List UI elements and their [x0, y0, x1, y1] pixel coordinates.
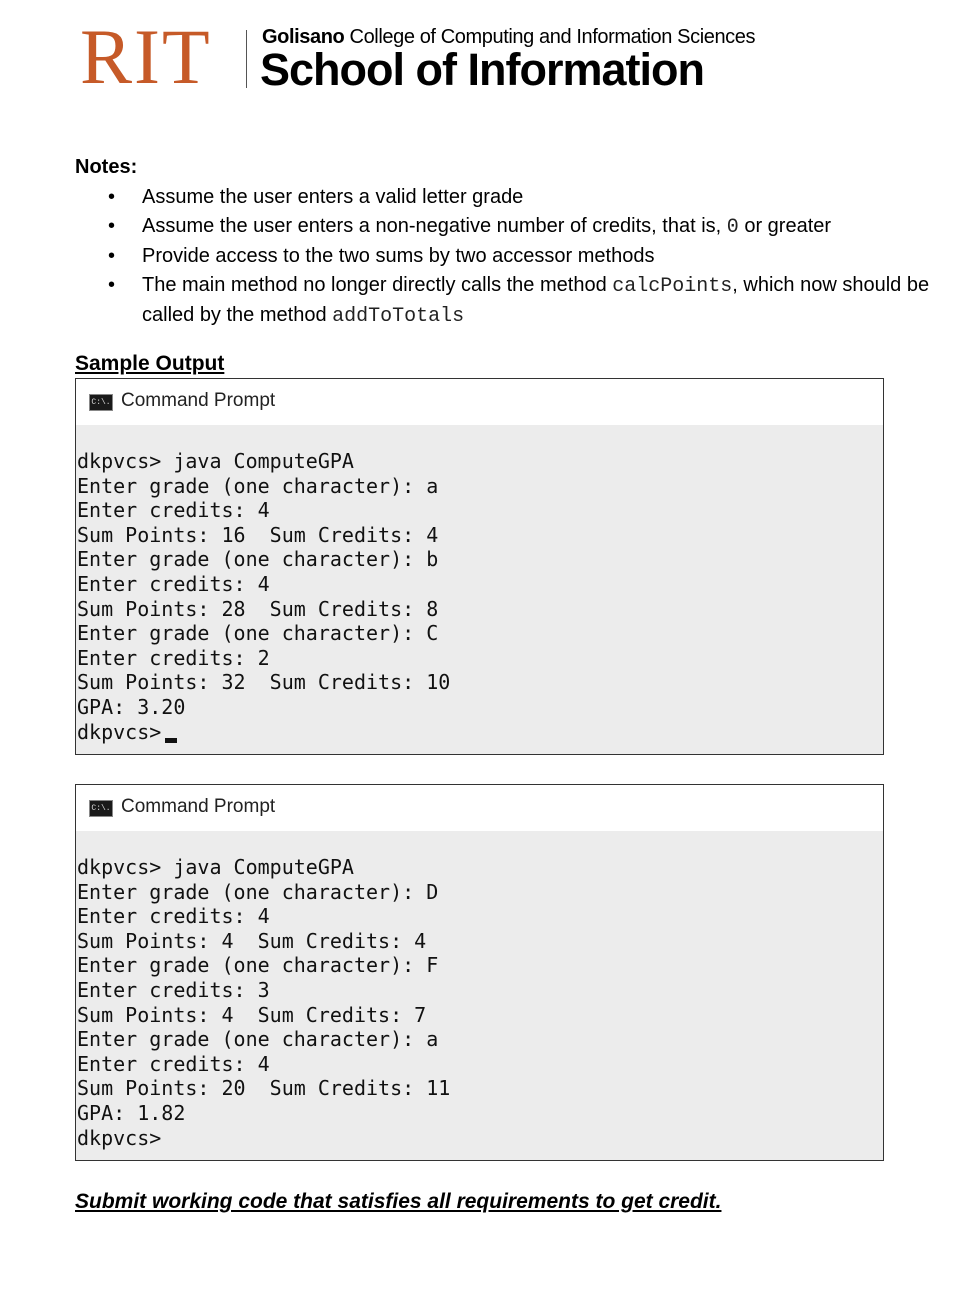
note-item — [75, 183, 955, 212]
console-output — [76, 831, 883, 1160]
header-divider — [246, 30, 247, 88]
sample-output-heading: Sample Output — [75, 352, 225, 375]
console-line: dkpvcs> java ComputeGPA — [77, 449, 354, 473]
console-prompt: dkpvcs> — [77, 1125, 162, 1150]
notes-list — [75, 183, 955, 331]
note-item — [75, 242, 955, 271]
console-line: Sum Points: 4 Sum Credits: 4 — [77, 928, 427, 953]
note-text: Assume the user enters a valid letter grade — [142, 186, 524, 208]
console-line: Enter credits: 3 — [77, 977, 270, 1002]
rit-logo: RIT — [80, 13, 212, 100]
code-addtototals: addToTotals — [332, 305, 465, 328]
college-name-bold: Golisano — [262, 26, 345, 48]
cursor-icon — [165, 738, 177, 743]
code-zero: 0 — [726, 216, 739, 239]
console-prompt: dkpvcs> — [77, 719, 162, 744]
note-item — [75, 271, 955, 331]
console-line: Enter grade (one character): a — [77, 473, 439, 498]
code-calcpoints: calcPoints — [612, 275, 733, 298]
console-line: Sum Points: 32 Sum Credits: 10 — [77, 670, 451, 695]
command-prompt-window-1 — [75, 378, 884, 755]
console-line: Enter grade (one character): F — [77, 953, 439, 978]
note-item — [75, 212, 955, 242]
command-prompt-icon: C:\. — [89, 800, 113, 817]
console-line: Sum Points: 28 Sum Credits: 8 — [77, 596, 439, 621]
console-prompt-line — [77, 720, 883, 745]
note-text: or greater — [738, 215, 832, 237]
bullet-icon: • — [108, 274, 116, 296]
console-line: GPA: 3.20 — [77, 694, 186, 719]
console-line: Enter credits: 4 — [77, 904, 270, 929]
note-text: Provide access to the two sums by two accessor methods — [142, 245, 655, 267]
bullet-icon: • — [108, 186, 116, 208]
window-title: Command Prompt — [121, 390, 276, 411]
note-text: The main method no longer directly calls the method — [142, 274, 613, 296]
console-line: Enter grade (one character): a — [77, 1027, 439, 1052]
bullet-icon: • — [108, 215, 116, 237]
console-line: Enter credits: 2 — [77, 645, 270, 670]
console-line: Enter grade (one character): D — [77, 879, 439, 904]
console-output — [76, 425, 883, 754]
notes-heading: Notes: — [75, 156, 138, 178]
console-line: Sum Points: 16 Sum Credits: 4 — [77, 522, 439, 547]
console-line: Sum Points: 20 Sum Credits: 11 — [77, 1076, 451, 1101]
school-name: School of Information — [260, 44, 704, 95]
command-prompt-icon: C:\. — [89, 394, 113, 411]
bullet-icon: • — [108, 245, 116, 267]
console-line: Enter credits: 4 — [77, 571, 270, 596]
college-name-rest: College of Computing and Information Sciences — [344, 26, 756, 48]
note-text: , which now should be called by the method — [142, 274, 930, 326]
window-title: Command Prompt — [121, 796, 276, 817]
console-line: Enter grade (one character): C — [77, 621, 439, 646]
titlebar — [76, 785, 883, 831]
console-line: Enter credits: 4 — [77, 498, 270, 523]
console-line: GPA: 1.82 — [77, 1100, 186, 1125]
console-line: Sum Points: 4 Sum Credits: 7 — [77, 1002, 427, 1027]
submit-instruction: Submit working code that satisfies all requirements to get credit. — [75, 1190, 722, 1213]
console-line: Enter credits: 4 — [77, 1051, 270, 1076]
titlebar — [76, 379, 883, 425]
console-line: dkpvcs> java ComputeGPA — [77, 855, 354, 879]
console-line: Enter grade (one character): b — [77, 547, 439, 572]
command-prompt-window-2 — [75, 784, 884, 1161]
note-text: Assume the user enters a non-negative number of credits, that is, — [142, 215, 727, 237]
